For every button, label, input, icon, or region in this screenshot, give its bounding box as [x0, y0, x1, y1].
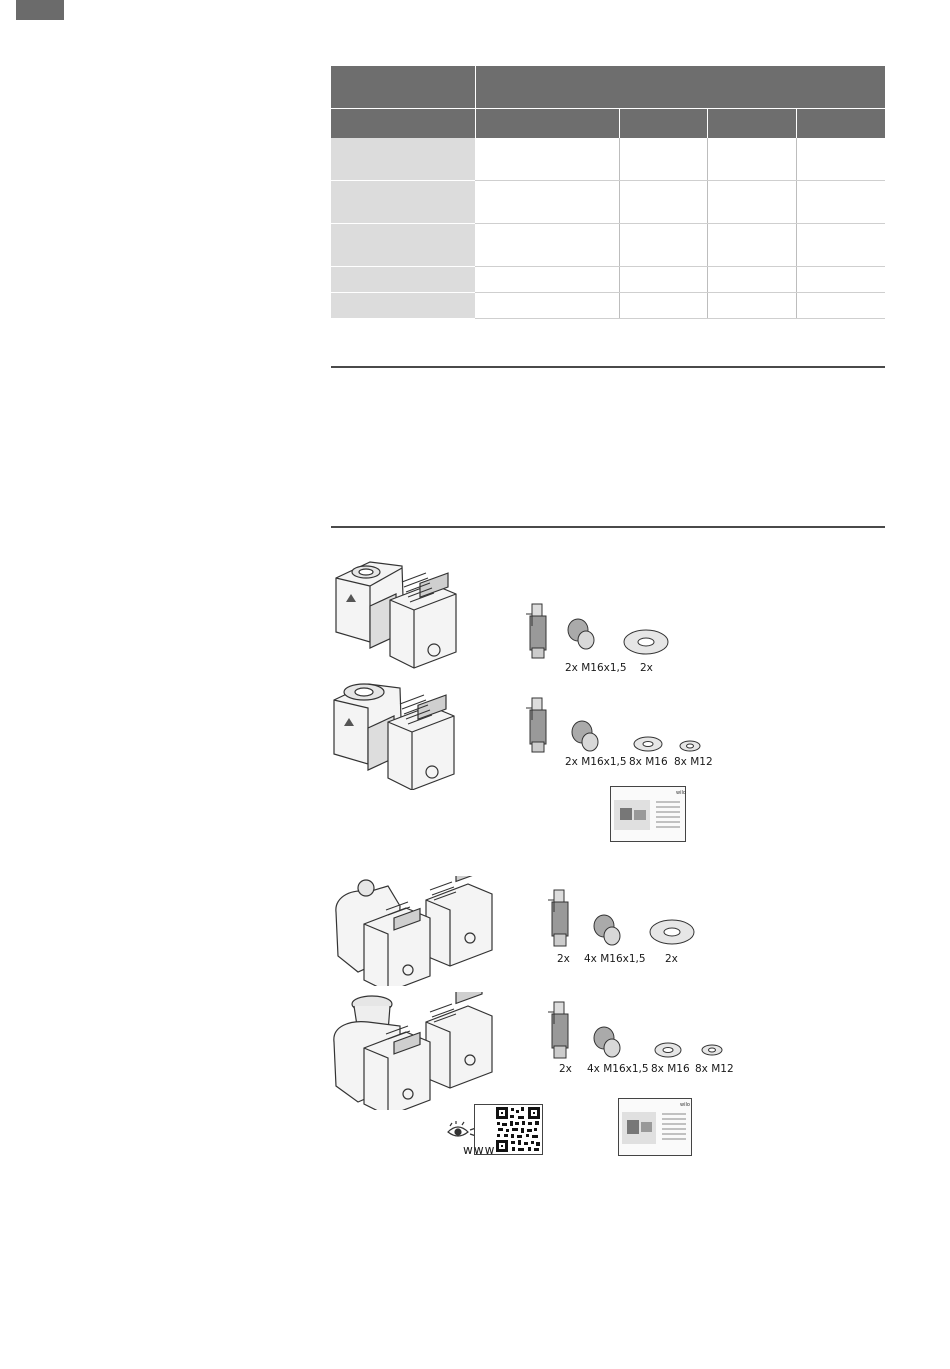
brand-logo-text: wilo [680, 1102, 690, 1108]
section-tab-marker [16, 0, 64, 20]
table-row [331, 181, 885, 224]
brand-logo-text: wilo [676, 790, 686, 796]
table-row [331, 138, 885, 181]
accessory-set-2-illustration [526, 694, 706, 756]
washer-quantity-label: 2x [640, 662, 653, 674]
table-cell [707, 138, 796, 181]
table-header-cell [475, 66, 885, 109]
table-cell [475, 138, 619, 181]
table-cell [475, 181, 619, 224]
sensor-plug-quantity-label: 2x [557, 953, 570, 965]
washer-m12-quantity-label: 8x M12 [674, 756, 713, 768]
table-cell [475, 293, 619, 319]
washer-quantity-label: 2x [665, 953, 678, 965]
section-divider [331, 526, 885, 528]
table-header-cell [619, 109, 707, 139]
table-cell [707, 293, 796, 319]
cable-gland-quantity-label: 4x M16x1,5 [587, 1063, 649, 1075]
cable-gland-quantity-label: 2x M16x1,5 [565, 756, 627, 768]
eye-icon [448, 1121, 476, 1136]
table-cell [796, 138, 885, 181]
sensor-plug-quantity-label: 2x [559, 1063, 572, 1075]
row-label-cell [331, 267, 475, 293]
table-subheader-row [331, 109, 885, 139]
accessory-set-3-illustration [548, 886, 708, 952]
table-cell [619, 138, 707, 181]
table-cell [796, 224, 885, 267]
table-row [331, 224, 885, 267]
spec-table [331, 66, 885, 319]
table-cell [707, 224, 796, 267]
table-cell [619, 293, 707, 319]
twin-pump-threaded-illustration [328, 876, 496, 986]
table-header-cell [796, 109, 885, 139]
row-label-cell [331, 293, 475, 319]
installation-manual-booklet [618, 1098, 692, 1156]
table-cell [796, 267, 885, 293]
table-row [331, 267, 885, 293]
table-header-row [331, 66, 885, 109]
table-header-cell [707, 109, 796, 139]
washer-m16-quantity-label: 8x M16 [651, 1063, 690, 1075]
table-header-cell [331, 66, 475, 109]
accessory-set-1-illustration [526, 600, 672, 662]
table-header-cell [331, 109, 475, 139]
row-label-cell [331, 224, 475, 267]
row-label-cell [331, 138, 475, 181]
washer-m12-quantity-label: 8x M12 [695, 1063, 734, 1075]
table-cell [475, 224, 619, 267]
table-cell [619, 181, 707, 224]
single-pump-flanged-illustration [328, 678, 460, 790]
table-header-cell [475, 109, 619, 139]
cable-gland-quantity-label: 2x M16x1,5 [565, 662, 627, 674]
single-pump-threaded-illustration [330, 556, 460, 671]
row-label-cell [331, 181, 475, 224]
installation-manual-booklet [610, 786, 686, 842]
table-cell [475, 267, 619, 293]
www-label: www [463, 1143, 496, 1157]
cable-gland-quantity-label: 4x M16x1,5 [584, 953, 646, 965]
table-cell [707, 181, 796, 224]
accessory-set-4-illustration [548, 998, 728, 1062]
section-divider [331, 366, 885, 368]
table-row [331, 293, 885, 319]
table-cell [796, 293, 885, 319]
table-cell [619, 224, 707, 267]
table-cell [796, 181, 885, 224]
washer-m16-quantity-label: 8x M16 [629, 756, 668, 768]
twin-pump-flanged-illustration [328, 992, 496, 1110]
table-cell [619, 267, 707, 293]
table-cell [707, 267, 796, 293]
